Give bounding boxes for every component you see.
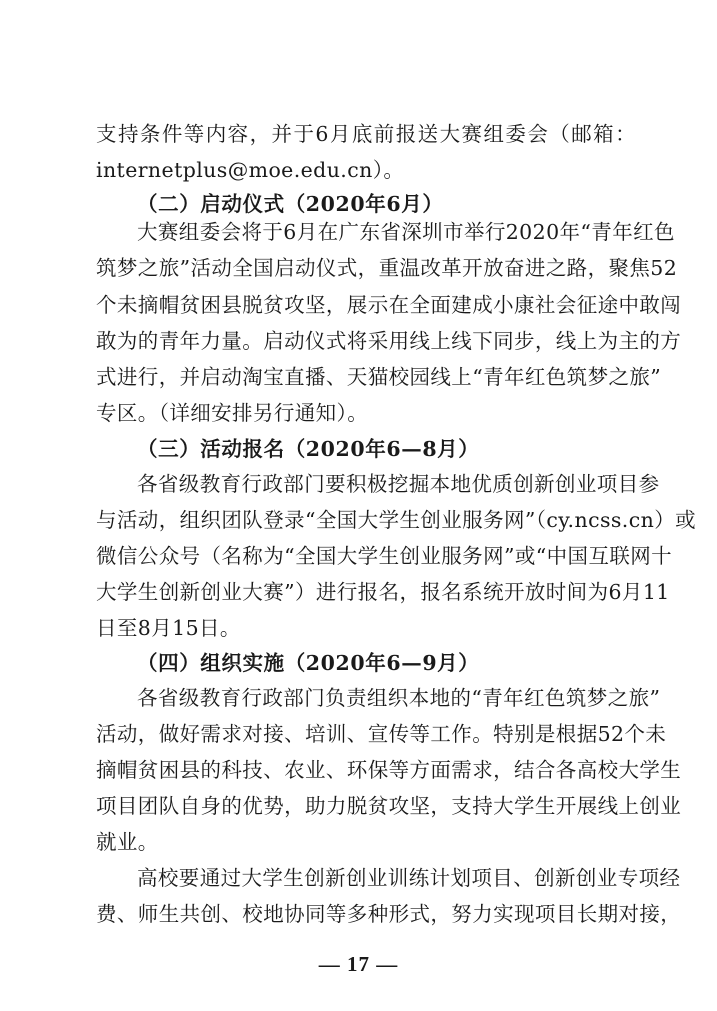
page-number: — 17 — xyxy=(318,952,399,976)
text-line-20: 项目团队自身的优势，助力脱贫攻坚，支持大学生开展线上创业 xyxy=(96,794,682,818)
text-line-12: 与活动，组织团队登录“全国大学生创业服务网”（cy.ncss.cn）或 xyxy=(96,508,696,532)
text-line-2: internetplus@moe.edu.cn）。 xyxy=(96,158,405,182)
text-line-5: 筑梦之旅”活动全国启动仪式，重温改革开放奋进之路，聚焦52 xyxy=(96,256,678,280)
text-line-21: 就业。 xyxy=(96,830,159,854)
text-line-17: 各省级教育行政部门负责组织本地的“青年红色筑梦之旅” xyxy=(137,686,661,710)
text-line-22: 高校要通过大学生创新创业训练计划项目、创新创业专项经 xyxy=(137,866,681,890)
text-line-18: 活动，做好需求对接、培训、宣传等工作。特别是根据52个未 xyxy=(96,722,667,746)
text-line-15: 日至8月15日。 xyxy=(96,616,241,640)
section-heading-2: （二）启动仪式（2020年6月） xyxy=(137,192,444,216)
text-line-1: 支持条件等内容，并于6月底前报送大赛组委会（邮箱： xyxy=(96,122,636,146)
text-line-4: 大赛组委会将于6月在广东省深圳市举行2020年“青年红色 xyxy=(137,220,675,244)
text-line-6: 个未摘帽贫困县脱贫攻坚，展示在全面建成小康社会征途中敢闯 xyxy=(96,293,682,317)
text-line-23: 费、师生共创、校地协同等多种形式，努力实现项目长期对接， xyxy=(96,902,682,926)
text-line-7: 敢为的青年力量。启动仪式将采用线上线下同步，线上为主的方 xyxy=(96,329,682,353)
text-line-14: 大学生创新创业大赛”）进行报名，报名系统开放时间为6月11 xyxy=(96,580,670,604)
text-line-9: 专区。（详细安排另行通知）。 xyxy=(96,401,369,425)
section-heading-3: （三）活动报名（2020年6—8月） xyxy=(137,437,480,461)
text-line-11: 各省级教育行政部门要积极挖掘本地优质创新创业项目参 xyxy=(137,472,660,496)
text-line-19: 摘帽贫困县的科技、农业、环保等方面需求，结合各高校大学生 xyxy=(96,758,682,782)
text-line-13: 微信公众号（名称为“全国大学生创业服务网”或“中国互联网十 xyxy=(96,544,673,568)
text-line-8: 式进行，并启动淘宝直播、天猫校园线上“青年红色筑梦之旅” xyxy=(96,365,662,389)
section-heading-4: （四）组织实施（2020年6—9月） xyxy=(137,651,480,675)
